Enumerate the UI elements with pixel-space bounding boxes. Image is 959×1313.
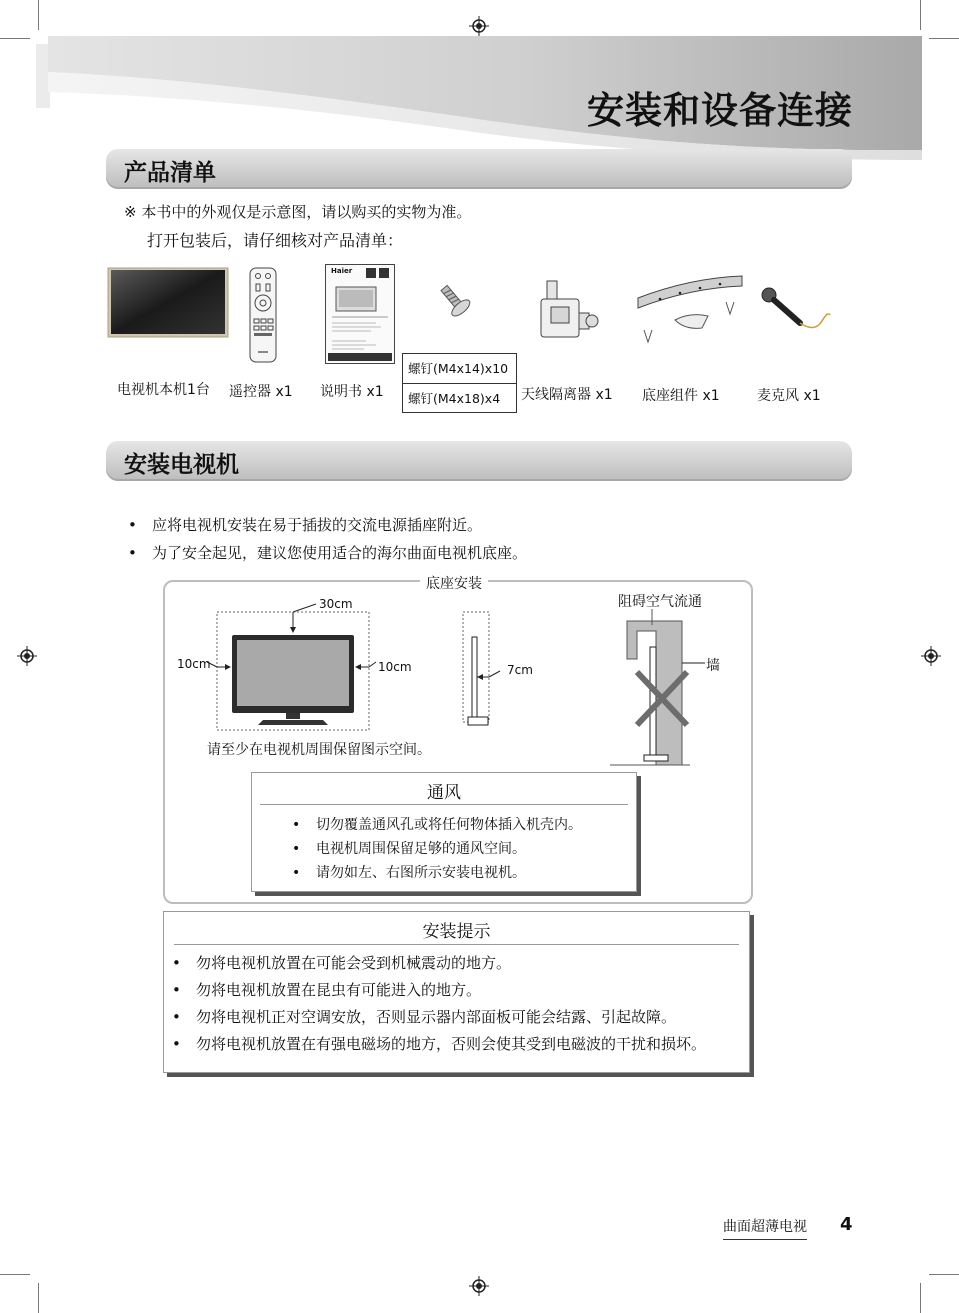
left-clearance-label: 10cm — [177, 657, 211, 671]
section-header-product-list — [106, 149, 852, 189]
tv-image — [107, 267, 229, 339]
remote-control-image — [249, 267, 277, 363]
bullet-item: • 电视机周围保留足够的通风空间。 — [292, 837, 582, 861]
divider — [174, 944, 739, 945]
bullet-item: • 勿将电视机正对空调安放，否则显示器内部面板可能会结露、引起故障。 — [172, 1004, 706, 1031]
screw-image — [432, 280, 478, 322]
bullet-item: • 勿将电视机放置在可能会受到机械震动的地方。 — [172, 950, 706, 977]
tips-title: 安装提示 — [422, 922, 491, 942]
space-note: 请至少在电视机周围保留图示空间。 — [207, 742, 431, 758]
crop-mark — [38, 1283, 39, 1313]
manual-illustration — [326, 265, 394, 363]
installation-tips-box — [163, 911, 750, 1073]
bullet-item: • 切勿覆盖通风孔或将任何物体插入机壳内。 — [292, 813, 582, 837]
mic-label: 麦克风 x1 — [757, 388, 821, 404]
divider — [260, 804, 628, 805]
right-clearance-label: 10cm — [378, 660, 412, 674]
tv-label: 电视机本机1台 — [117, 382, 210, 398]
crop-mark — [0, 1274, 30, 1275]
crop-mark — [929, 1274, 959, 1275]
tips-bullets — [172, 950, 706, 1058]
section-title: 产品清单 — [124, 160, 216, 186]
manual-image — [325, 264, 395, 364]
page-number: 4 — [840, 1214, 853, 1235]
antenna-isolator-image — [537, 275, 599, 343]
install-bullets — [128, 511, 527, 567]
crop-mark — [920, 1283, 921, 1313]
back-clearance-label: 7cm — [507, 663, 533, 677]
top-clearance-label: 30cm — [319, 597, 353, 611]
screw-m4x14-label: 螺钉(M4x14)x10 — [403, 354, 516, 384]
screw-table — [402, 353, 517, 413]
microphone-image — [760, 285, 834, 335]
bullet-item: • 勿将电视机放置在有强电磁场的地方，否则会使其受到电磁波的干扰和损坏。 — [172, 1031, 706, 1058]
bullet-item: • 为了安全起见，建议您使用适合的海尔曲面电视机底座。 — [128, 539, 527, 567]
ventilation-box — [251, 772, 637, 892]
registration-mark-icon — [921, 646, 941, 666]
ventilation-bullets — [292, 813, 582, 885]
section-header-install-tv — [106, 441, 852, 481]
base-label: 底座组件 x1 — [642, 388, 720, 404]
registration-mark-icon — [17, 646, 37, 666]
base-assembly-image — [630, 268, 750, 348]
check-instruction: 打开包装后，请仔细核对产品清单： — [147, 231, 404, 250]
panel-title: 底座安装 — [420, 573, 488, 593]
blocked-airflow-label: 阻碍空气流通 — [618, 594, 702, 610]
chapter-title: 安装和设备连接 — [587, 89, 853, 132]
registration-mark-icon — [469, 1276, 489, 1296]
wall-label: 墙 — [706, 658, 720, 674]
footer-product-name: 曲面超薄电视 — [723, 1216, 807, 1240]
manual-label: 说明书 x1 — [320, 384, 384, 400]
disclaimer-note: ※ 本书中的外观仅是示意图，请以购买的实物为准。 — [124, 203, 472, 221]
remote-label: 遥控器 x1 — [229, 384, 293, 400]
bullet-item: • 请勿如左、右图所示安装电视机。 — [292, 861, 582, 885]
bullet-item: • 勿将电视机放置在昆虫有可能进入的地方。 — [172, 977, 706, 1004]
section-title: 安装电视机 — [124, 452, 239, 478]
ventilation-title: 通风 — [427, 783, 461, 803]
bullet-item: • 应将电视机安装在易于插拔的交流电源插座附近。 — [128, 511, 527, 539]
manual-brand-logo: Haier — [331, 267, 353, 275]
screw-m4x18-label: 螺钉(M4x18)x4 — [408, 391, 501, 406]
isolator-label: 天线隔离器 x1 — [521, 387, 613, 403]
